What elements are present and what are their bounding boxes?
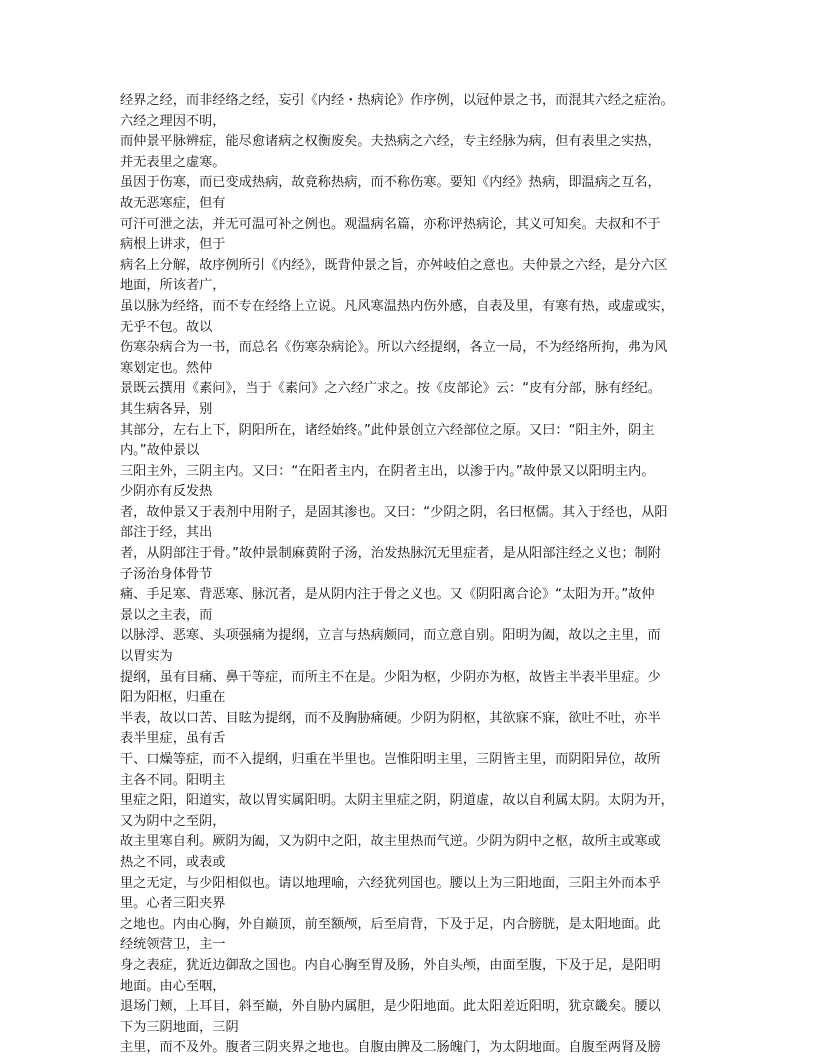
text-line: 又为阴中之至阴，: [120, 813, 226, 829]
text-line: 地面，所该者广，: [120, 278, 226, 294]
text-line: 虽因于伤寒，而已变成热病，故竟称热病，而不称伤寒。要知《内经》热病，即温病之互名，: [120, 175, 661, 191]
text-line: 景以之主表，而: [120, 607, 213, 623]
text-line: 里。心者三阳夹界: [120, 896, 226, 912]
text-line: 其生病各异，别: [120, 401, 213, 417]
text-line: 其部分，左右上下，阴阳所在，诸经始终。”此仲景创立六经部位之原。又曰：“阳主外，阴主: [120, 422, 655, 438]
text-line: 以脉浮、恶寒、头项强痛为提纲，立言与热病颇同，而立意自别。阳明为阖，故以之主里，而: [120, 628, 661, 644]
body-text: [120, 91, 705, 1059]
text-line: 可汗可泄之法，并无可温可补之例也。观温病名篇，亦称评热病论，其义可知矣。夫叔和不于: [120, 216, 661, 232]
text-line: 六经之理因不明，: [120, 113, 226, 129]
text-line: 痛、手足寒、背恶寒、脉沉者，是从阴内注于骨之义也。又《阴阳离合论》“太阳为开。”故仲: [120, 587, 655, 603]
text-line: 故主里寒自利。厥阴为阖，又为阴中之阳，故主里热而气逆。少阴为阴中之枢，故所主或寒或: [120, 834, 661, 850]
text-line: 故无恶寒症，但有: [120, 195, 226, 211]
text-line: 以胃实为: [120, 649, 173, 665]
text-line: 三阳主外，三阴主内。又曰：“在阳者主内，在阴者主出，以渗于内。”故仲景又以阳明主内。: [120, 463, 655, 479]
text-line: 寒划定也。然仲: [120, 360, 213, 376]
text-line: 病名上分解，故序例所引《内经》，既背仲景之旨，亦舛岐伯之意也。夫仲景之六经，是分六区: [120, 257, 668, 273]
text-line: 主里，而不及外。腹者三阴夹界之地也。自腹由脾及二肠魄门，为太阴地面。自腹至两肾及膀: [120, 1040, 661, 1056]
text-line: 退场门颊，上耳目，斜至巅，外自胁内属胆，是少阳地面。此太阳差近阳明，犹京畿矣。腰以: [120, 999, 661, 1015]
text-line: 地面。由心至咽，: [120, 978, 226, 994]
text-line: 病根上讲求，但于: [120, 237, 226, 253]
text-line: 内。”故仲景以: [120, 443, 200, 459]
text-line: 经界之经，而非经络之经，妄引《内经・热病论》作序例，以冠仲景之书，而混其六经之症治。: [120, 93, 674, 108]
text-line: 而仲景平脉辨症，能尽愈诸病之权衡废矣。夫热病之六经，专主经脉为病，但有表里之实热，: [120, 134, 661, 150]
text-line: 提纲，虽有目痛、鼻干等症，而所主不在是。少阳为枢，少阴亦为枢，故皆主半表半里症。少: [120, 669, 661, 685]
text-line: 经统领营卫，主一: [120, 937, 226, 953]
text-line: 里之无定，与少阳相似也。请以地理喻，六经犹列国也。腰以上为三阳地面，三阳主外而本乎: [120, 875, 661, 891]
text-line: 少阴亦有反发热: [120, 484, 213, 500]
text-line: 并无表里之虚寒。: [120, 154, 226, 170]
text-line: 半表，故以口苦、目眩为提纲，而不及胸胁痛硬。少阴为阴枢，其欲寐不寐，欲吐不吐，亦半: [120, 710, 661, 726]
text-line: 主各不同。阳明主: [120, 772, 226, 788]
text-line: 者，从阴部注于骨。”故仲景制麻黄附子汤，治发热脉沉无里症者，是从阳部注经之义也；制附: [120, 546, 661, 562]
text-line: 里症之阳，阳道实，故以胃实属阳明。太阴主里症之阴，阴道虚，故以自利属太阴。太阴为开，: [120, 793, 674, 809]
text-line: 部注于经，其出: [120, 525, 213, 541]
text-line: 干、口燥等症，而不入提纲，归重在半里也。岂惟阳明主里，三阴皆主里，而阴阳异位，故所: [120, 752, 661, 767]
text-line: 子汤治身体骨节: [120, 566, 213, 582]
text-line: 无乎不包。故以: [120, 319, 213, 335]
text-line: 者，故仲景又于表剂中用附子，是固其渗也。又曰：“少阴之阴，名曰枢儒。其入于经也，从阳: [120, 504, 668, 520]
text-line: 阳为阳枢，归重在: [120, 690, 226, 706]
text-line: 伤寒杂病合为一书，而总名《伤寒杂病论》。所以六经提纲，各立一局，不为经络所拘，弗为风: [120, 340, 668, 356]
text-line: 表半里症，虽有舌: [120, 731, 226, 747]
text-line: 之地也。内由心胸，外自巅顶，前至额颅，后至肩背，下及于足，内合膀胱，是太阳地面。此: [120, 916, 661, 932]
text-line: 身之表症，犹近边御敌之国也。内自心胸至胃及肠，外自头颅，由面至腹，下及于足，是阳明: [120, 957, 661, 973]
text-line: 虽以脉为经络，而不专在经络上立说。凡风寒温热内伤外感，自表及里，有寒有热，或虚或实，: [120, 298, 674, 314]
text-line: 下为三阴地面，三阴: [120, 1019, 239, 1035]
text-line: 景既云撰用《素问》，当于《素问》之六经广求之。按《皮部论》云：“皮有分部，脉有经纪。: [120, 381, 661, 397]
text-line: 热之不同，或表或: [120, 854, 226, 870]
